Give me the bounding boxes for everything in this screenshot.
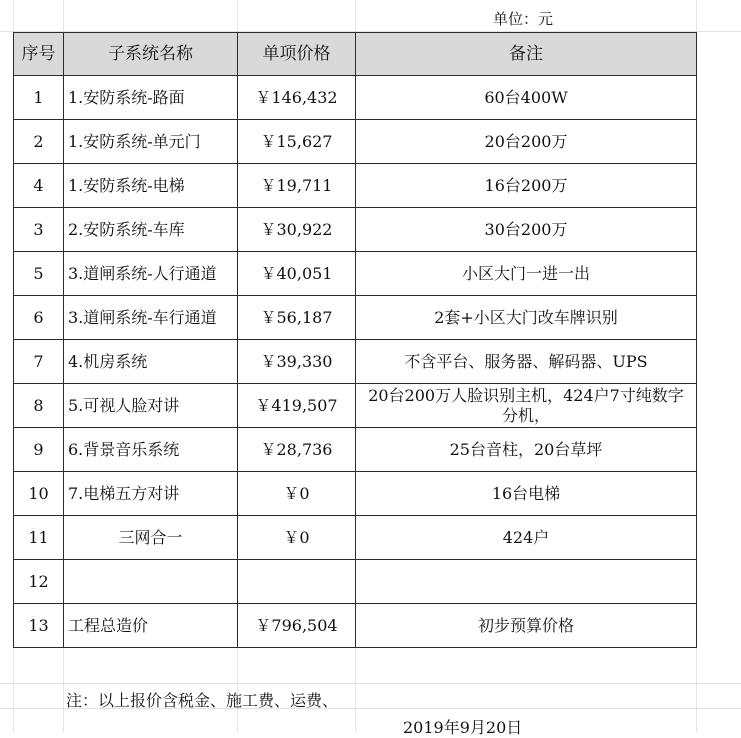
cell-price[interactable]: ￥19,711: [238, 164, 356, 208]
cell-note[interactable]: 25台音柱，20台草坪: [356, 428, 697, 472]
header-index[interactable]: 序号: [14, 33, 64, 76]
cell-price[interactable]: ￥30,922: [238, 208, 356, 252]
cell-name[interactable]: 1.安防系统-电梯: [64, 164, 238, 208]
table-row: [14, 208, 697, 252]
cell-name[interactable]: 6.背景音乐系统: [64, 428, 238, 472]
cell-price[interactable]: ￥56,187: [238, 296, 356, 340]
table-row: [14, 428, 697, 472]
cell-index[interactable]: 4: [14, 164, 64, 208]
cell-price[interactable]: ￥0: [238, 472, 356, 516]
cell-index[interactable]: 3: [14, 208, 64, 252]
cell-price[interactable]: ￥15,627: [238, 120, 356, 164]
table-row-total: [14, 604, 697, 648]
cell-index[interactable]: 1: [14, 76, 64, 120]
cell-index[interactable]: 10: [14, 472, 64, 516]
cell-name[interactable]: 三网合一: [64, 516, 238, 560]
cell-note[interactable]: [356, 560, 697, 604]
cell-price[interactable]: ￥146,432: [238, 76, 356, 120]
cell-name[interactable]: 1.安防系统-单元门: [64, 120, 238, 164]
cell-name[interactable]: 2.安防系统-车库: [64, 208, 238, 252]
header-subsystem-name[interactable]: 子系统名称: [64, 33, 238, 76]
table-row: [14, 252, 697, 296]
cell-note[interactable]: 16台200万: [356, 164, 697, 208]
cell-index[interactable]: 12: [14, 560, 64, 604]
cell-note[interactable]: 424户: [356, 516, 697, 560]
header-unit-price[interactable]: 单项价格: [238, 33, 356, 76]
table-row: [14, 164, 697, 208]
cell-note[interactable]: 2套+小区大门改车牌识别: [356, 296, 697, 340]
header-row: [14, 33, 697, 76]
cell-name[interactable]: 3.道闸系统-人行通道: [64, 252, 238, 296]
cell-name[interactable]: 5.可视人脸对讲: [64, 384, 238, 428]
table-row: [14, 296, 697, 340]
cell-index[interactable]: 9: [14, 428, 64, 472]
cell-note[interactable]: 20台200万: [356, 120, 697, 164]
cell-note[interactable]: 小区大门一进一出: [356, 252, 697, 296]
cell-price[interactable]: ￥39,330: [238, 340, 356, 384]
cell-note[interactable]: 16台电梯: [356, 472, 697, 516]
cell-note[interactable]: 30台200万: [356, 208, 697, 252]
table-row: [14, 560, 697, 604]
cell-index[interactable]: 8: [14, 384, 64, 428]
cell-price[interactable]: [238, 560, 356, 604]
cell-name[interactable]: 工程总造价: [64, 604, 238, 648]
cell-price[interactable]: ￥40,051: [238, 252, 356, 296]
unit-label: 单位：元: [493, 10, 554, 28]
cell-note[interactable]: 不含平台、服务器、解码器、UPS: [356, 340, 697, 384]
cell-note[interactable]: 初步预算价格: [356, 604, 697, 648]
cell-index[interactable]: 6: [14, 296, 64, 340]
cell-name[interactable]: 4.机房系统: [64, 340, 238, 384]
cell-price[interactable]: ￥796,504: [238, 604, 356, 648]
cell-name[interactable]: 7.电梯五方对讲: [64, 472, 238, 516]
cell-name[interactable]: [64, 560, 238, 604]
cell-index[interactable]: 11: [14, 516, 64, 560]
table-row: [14, 516, 697, 560]
footer-note: 注：以上报价含税金、施工费、运费、: [66, 691, 339, 710]
table-row: [14, 120, 697, 164]
table-row: [14, 76, 697, 120]
cell-price[interactable]: ￥0: [238, 516, 356, 560]
cell-note[interactable]: 60台400W: [356, 76, 697, 120]
cell-note[interactable]: 20台200万人脸识别主机，424户7寸纯数字分机，: [356, 384, 697, 428]
cell-name[interactable]: 3.道闸系统-车行通道: [64, 296, 238, 340]
cell-index[interactable]: 13: [14, 604, 64, 648]
cell-index[interactable]: 7: [14, 340, 64, 384]
cell-name[interactable]: 1.安防系统-路面: [64, 76, 238, 120]
cell-price[interactable]: ￥28,736: [238, 428, 356, 472]
table-row: [14, 340, 697, 384]
cell-index[interactable]: 2: [14, 120, 64, 164]
header-remark[interactable]: 备注: [356, 33, 697, 76]
table-row: [14, 472, 697, 516]
footer-date: 2019年9月20日: [403, 718, 523, 737]
cell-index[interactable]: 5: [14, 252, 64, 296]
cell-price[interactable]: ￥419,507: [238, 384, 356, 428]
table-row: [14, 384, 697, 428]
gridline: [0, 683, 741, 684]
price-table: [13, 32, 697, 648]
